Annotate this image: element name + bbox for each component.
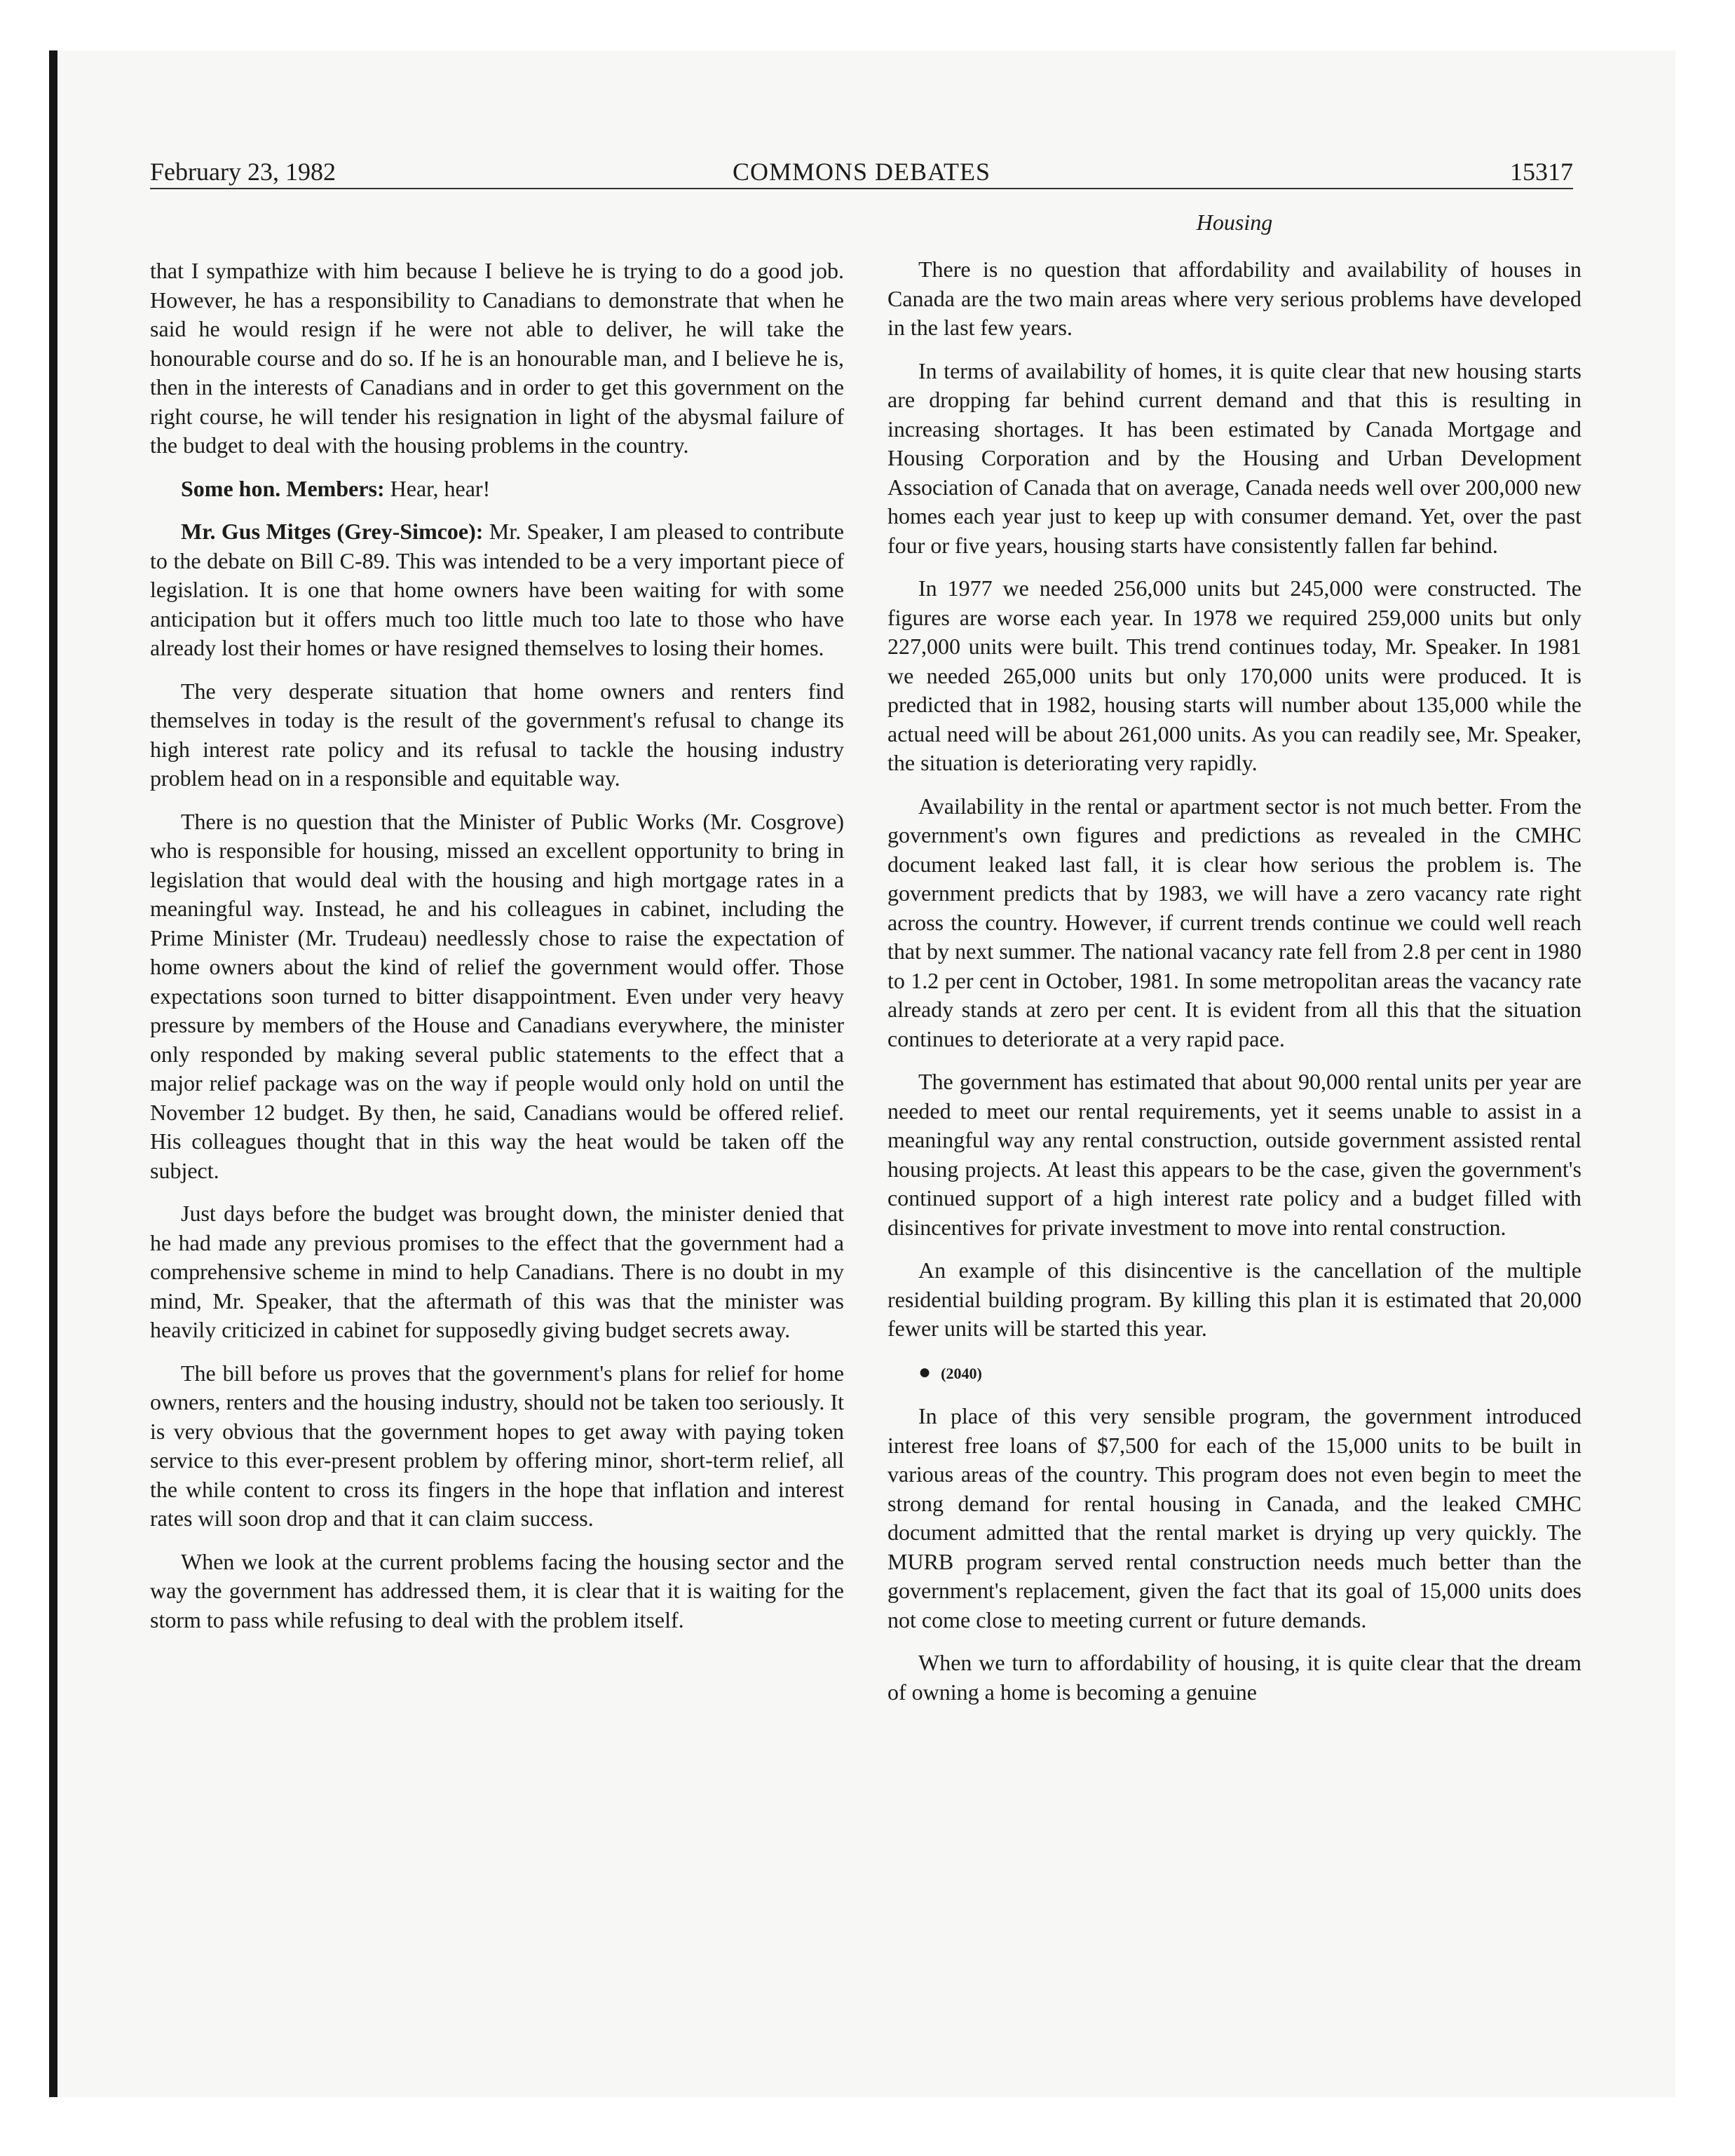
header-publication-title: COMMONS DEBATES (732, 158, 991, 186)
paragraph: An example of this disincentive is the cancellation of the multiple residential building program. By killing this plan it is estimated that 20,000 fewer units will be started this year. (887, 1257, 1581, 1341)
paragraph: Availability in the rental or apartment sector is not much better. From the government's own figures and predictions as revealed in the CMHC document leaked last fall, it is clear how serious the problem is. The government predicts that by 1983, we will have a zero vacancy rate right across the country. However, if current trends continue we could well reach that by next summer. The national vacancy rate fell from 2.8 per cent in 1980 to 1.2 per cent in October, 1981. In some metropolitan areas the vacancy rate already stands at zero per cent. It is evident from all this that the situation continues to deteriorate at a very rapid pace. (887, 793, 1581, 1051)
paragraph: The very desperate situation that home owners and renters find themselves in today is the result of the government's refusal to change its high interest rate policy and its refusal to tackle the housing industry problem head on in a responsible and equitable way. (150, 678, 844, 791)
speaker-paragraph (150, 517, 844, 663)
paragraph: In 1977 we needed 256,000 units but 245,000 were constructed. The figures are worse each year. In 1978 we required 259,000 units but only 227,000 units were built. This trend continues today, Mr. Speaker. In 1981 we needed 265,000 units but only 170,000 units were produced. It is predicted that in 1982, housing starts will number about 135,000 while the actual need will be about 261,000 units. As you can readily see, Mr. Speaker, the situation is deteriorating very rapidly. (887, 575, 1581, 775)
paragraph: Just days before the budget was brought down, the minister denied that he had made any previous promises to the effect that the government had a comprehensive scheme in mind to help Canadians. There is no doubt in my mind, Mr. Speaker, that the aftermath of this was that the minister was heavily criticized in cabinet for supposedly giving budget secrets away. (150, 1201, 844, 1342)
section-title: Housing (1196, 210, 1273, 235)
paragraph: When we turn to affordability of housing, it is quite clear that the dream of owning a home is becoming a genuine (887, 1650, 1581, 1705)
speaker-name: Some hon. Members: (181, 475, 385, 501)
paragraph: The government has estimated that about 90,000 rental units per year are needed to meet our rental requirements, yet it seems unable to assist in a meaningful way any rental construction, outside government assisted rental housing projects. At least this appears to be the case, given the government's continued support of a high interest rate policy and a budget filled with disincentives for private investment to move into rental construction. (887, 1069, 1581, 1240)
left-column (150, 257, 844, 1649)
paragraph: that I sympathize with him because I believe he is trying to do a good job. However, he has a responsibility to Canadians to demonstrate that when he said he would resign if he were not able to deliver, he will take the honourable course and do so. If he is an honourable man, and I believe he is, then in the interests of Canadians and in order to get this government on the right course, he will tender his resignation in light of the abysmal failure of the budget to deal with the housing problems in the country. (150, 258, 844, 458)
speaker-name: Mr. Gus Mitges (Grey-Simcoe): (181, 519, 484, 544)
paragraph: There is no question that the Minister of Public Works (Mr. Cosgrove) who is responsible for housing, missed an excellent opportunity to bring in legislation that would deal with the housing and high mortgage rates in a meaningful way. Instead, he and his colleagues in cabinet, including the Prime Minister (Mr. Trudeau) needlessly chose to raise the expectation of home owners about the kind of relief the government would offer. Those expectations soon turned to bitter disappointment. Even under very heavy pressure by members of the House and Canadians everywhere, the minister only responded by making several public statements to the effect that a major relief package was on the way if people would only hold on until the November 12 budget. By then, he said, Canadians would be offered relief. His colleagues thought that in this way the heat would be taken off the subject. (150, 808, 844, 1183)
bullet-icon: ● (918, 1360, 932, 1384)
speech-text: Mr. Speaker, I am pleased to contribute to the debate on Bill C-89. This was intended to be a very important piece of legislation. It is one that home owners have been waiting for with some anticipation but it offers much too little much too late to those who have already lost their homes or have resigned themselves to losing their homes. (150, 519, 845, 660)
time-stamp-value: (2040) (941, 1364, 982, 1382)
paragraph: In place of this very sensible program, the government introduced interest free loans of $7,500 for each of the 15,000 units to be built in various areas of the country. This program does not even begin to meet the strong demand for rental housing in Canada, and the leaked CMHC document admitted that the rental market is drying up very quickly. The MURB program served rental construction needs much better than the government's replacement, given the fact that its goal of 15,000 units does not come close to meeting current or future demands. (887, 1403, 1581, 1632)
paragraph: In terms of availability of homes, it is quite clear that new housing starts are dropping far behind current demand and that this is resulting in increasing shortages. It has been estimated by Canada Mortgage and Housing Corporation and by the Housing and Urban Development Association of Canada that on average, Canada needs well over 200,000 new homes each year just to keep up with consumer demand. Yet, over the past four or five years, housing starts have consistently fallen far behind. (887, 357, 1581, 558)
header-page-number: 15317 (1510, 158, 1573, 186)
right-column (887, 255, 1581, 1721)
page-header (150, 156, 1573, 189)
paragraph: The bill before us proves that the government's plans for relief for home owners, renters and the housing industry, should not be taken too seriously. It is very obvious that the government hopes to get away with paying token service to this ever-present problem by offering minor, short-term relief, all the while content to cross its fingers in the hope that inflation and interest rates will soon drop and that it can claim success. (150, 1360, 844, 1531)
paragraph: When we look at the current problems facing the housing sector and the way the government has addressed them, it is clear that it is waiting for the storm to pass while refusing to deal with the problem itself. (150, 1548, 844, 1632)
scan-edge-bar (49, 50, 57, 2097)
header-date: February 23, 1982 (150, 158, 336, 186)
time-stamp (887, 1358, 1581, 1389)
speech-text: Hear, hear! (384, 475, 491, 501)
speaker-paragraph (150, 475, 844, 504)
paragraph: There is no question that affordability and availability of houses in Canada are the two main areas where very serious problems have developed in the last few years. (887, 257, 1581, 340)
